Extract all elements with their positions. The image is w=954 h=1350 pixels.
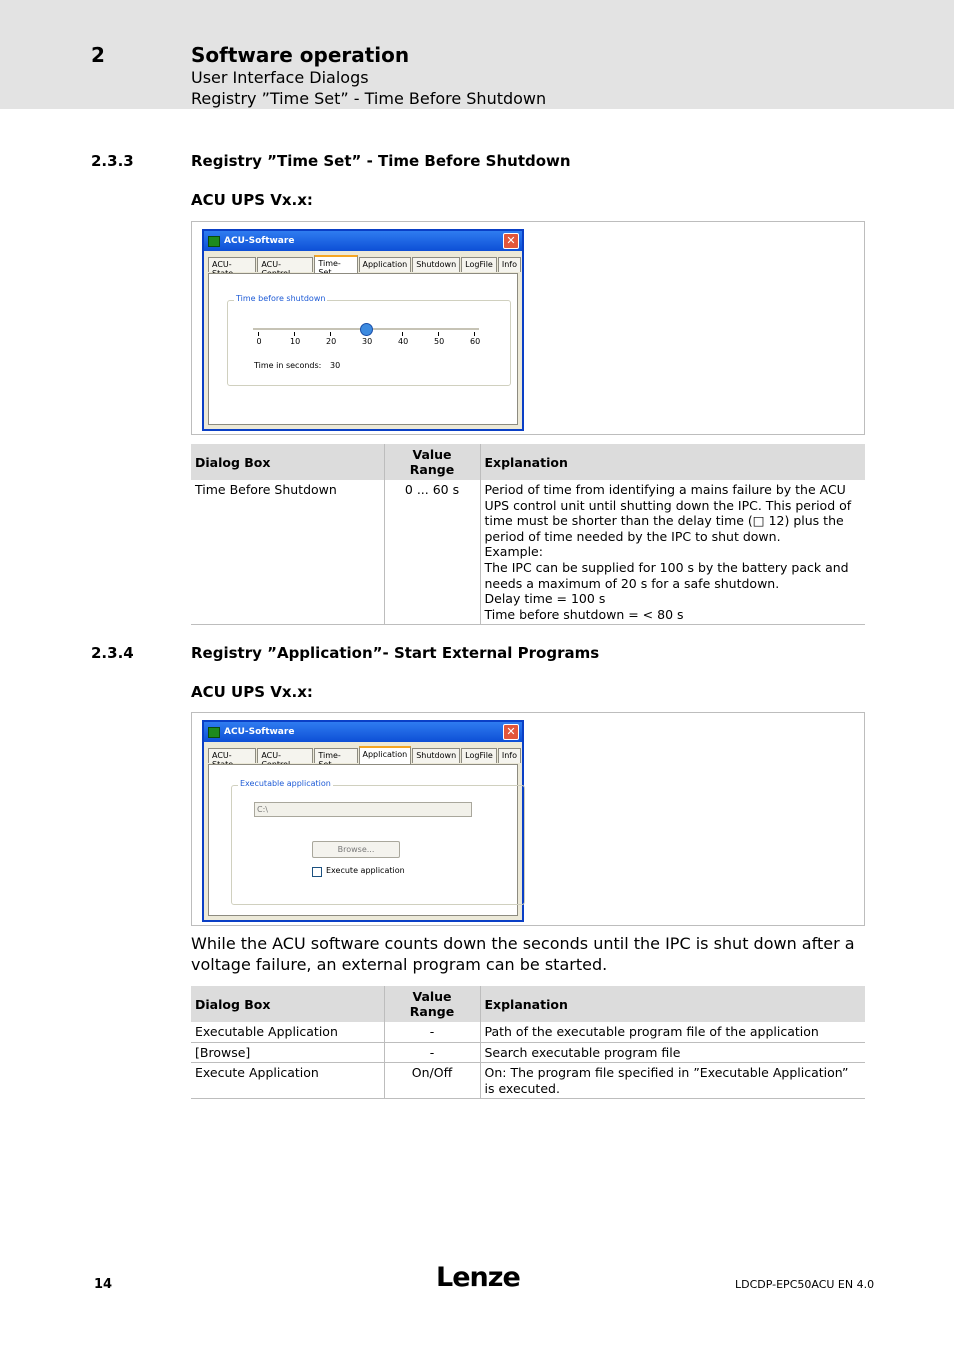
group-label-time: Time before shutdown — [236, 294, 326, 303]
explanation-line: The IPC can be supplied for 100 s by the battery pack and needs a maximum of 20 s for a safe shutdown. — [484, 559, 849, 591]
cell-value-range: On/Off — [384, 1063, 480, 1099]
time-before-shutdown-group — [227, 294, 511, 386]
tab-logfile[interactable]: LogFile — [461, 748, 497, 763]
col-explanation: Explanation — [480, 444, 865, 480]
slider-tick-label: 60 — [470, 337, 481, 346]
acu-software-window — [202, 720, 524, 922]
slider-tick-label: 20 — [326, 337, 337, 346]
acu-label-234: ACU UPS Vx.x: — [191, 683, 313, 701]
cell-dialog-box: Execute Application — [191, 1063, 384, 1099]
shutdown-time-slider[interactable] — [253, 323, 479, 347]
explanation-line: Delay time = 100 s — [484, 591, 606, 607]
app-icon — [208, 236, 220, 247]
table-row — [191, 1022, 865, 1042]
col-value-range: Value Range — [384, 444, 480, 480]
time-in-seconds-label: Time in seconds: — [254, 361, 322, 370]
tab-panel-time-set — [208, 273, 518, 425]
cell-explanation: On: The program file specified in ”Executable Application” is executed. — [480, 1063, 865, 1099]
section-title-234: Registry ”Application”- Start External Programs — [191, 644, 600, 662]
tab-bar — [204, 255, 522, 273]
section-title-233: Registry ”Time Set” - Time Before Shutdown — [191, 152, 571, 170]
tab-bar — [204, 746, 522, 764]
cell-dialog-box: Executable Application — [191, 1022, 384, 1042]
slider-tick — [330, 332, 331, 336]
group-label-executable: Executable application — [240, 779, 331, 788]
chapter-number: 2 — [91, 43, 105, 67]
slider-tick — [402, 332, 403, 336]
browse-button[interactable]: Browse... — [312, 841, 400, 858]
explanation-line: Time before shutdown = < 80 s — [484, 606, 684, 622]
tab-application[interactable]: Application — [359, 746, 412, 765]
slider-tick — [294, 332, 295, 336]
time-set-table — [191, 444, 865, 625]
col-value-range: Value Range — [384, 986, 480, 1022]
slider-tick-label: 0 — [256, 337, 262, 346]
executable-path-field[interactable]: C:\ — [254, 802, 472, 817]
screenshot-frame-application — [191, 712, 865, 926]
execute-application-label: Execute application — [326, 866, 405, 875]
tab-info[interactable]: Info — [498, 748, 521, 763]
tab-shutdown[interactable]: Shutdown — [412, 748, 460, 763]
header-subtitle-1: User Interface Dialogs — [191, 68, 369, 87]
application-paragraph: While the ACU software counts down the seconds until the IPC is shut down after a voltage failure, an external program can be started. — [191, 934, 855, 974]
tab-time-set[interactable]: Time- — [314, 255, 357, 274]
window-title: ACU-Software — [224, 236, 295, 246]
window-title: ACU-Software — [224, 727, 295, 737]
slider-tick-label: 50 — [434, 337, 445, 346]
cell-dialog-box: [Browse] — [191, 1042, 384, 1063]
cell-dialog-box: Time Before Shutdown — [191, 480, 384, 625]
slider-tick — [438, 332, 439, 336]
slider-tick-label: 30 — [362, 337, 373, 346]
screenshot-frame-timeset — [191, 221, 865, 435]
slider-tick — [258, 332, 259, 336]
execute-application-checkbox[interactable] — [312, 867, 322, 877]
slider-tick-label: 40 — [398, 337, 409, 346]
section-number-233: 2.3.3 — [91, 152, 134, 170]
header-subtitle-2: Registry ”Time Set” - Time Before Shutdown — [191, 89, 547, 108]
document-id: LDCDP-EPC50ACU EN 4.0 — [735, 1278, 875, 1291]
tab-panel-application — [208, 764, 518, 916]
cell-explanation — [480, 480, 865, 625]
cell-value-range: - — [384, 1042, 480, 1063]
table-row — [191, 1042, 865, 1063]
application-table — [191, 986, 865, 1099]
tab-acu-control[interactable]: ACU- — [257, 257, 313, 272]
section-number-234: 2.3.4 — [91, 644, 134, 662]
slider-tick — [474, 332, 475, 336]
tab-acu-state[interactable]: ACU- — [208, 748, 256, 763]
tab-acu-state[interactable]: ACU- — [208, 257, 256, 272]
executable-application-group — [231, 779, 525, 905]
col-explanation: Explanation — [480, 986, 865, 1022]
slider-thumb[interactable] — [360, 323, 373, 336]
table-header-row — [191, 986, 865, 1022]
time-in-seconds-value: 30 — [330, 361, 341, 370]
col-dialog-box: Dialog Box — [191, 444, 384, 480]
close-icon[interactable]: ✕ — [503, 724, 519, 740]
cell-value-range: - — [384, 1022, 480, 1042]
window-titlebar — [204, 722, 522, 742]
explanation-line: Period of time from identifying a mains failure by the ACU UPS control unit until shutting down the IPC. This period of time must be shorter than the delay time (□ 12) plus the period of time needed by the IPC to shut down. — [484, 482, 852, 544]
acu-software-window — [202, 229, 524, 431]
tab-shutdown[interactable]: Shutdown — [412, 257, 460, 272]
acu-label-233: ACU UPS Vx.x: — [191, 191, 313, 209]
lenze-logo: Lenze — [436, 1262, 520, 1293]
col-dialog-box: Dialog Box — [191, 986, 384, 1022]
page-number: 14 — [94, 1277, 113, 1292]
cell-explanation: Search executable program file — [480, 1042, 865, 1063]
app-icon — [208, 727, 220, 738]
table-row — [191, 1063, 865, 1099]
tab-info[interactable]: Info — [498, 257, 521, 272]
tab-time-set[interactable]: Time- — [314, 748, 357, 763]
table-row — [191, 480, 865, 625]
chapter-title: Software operation — [191, 43, 410, 67]
cell-explanation: Path of the executable program file of the application — [480, 1022, 865, 1042]
slider-tick-label: 10 — [290, 337, 301, 346]
tab-acu-control[interactable]: ACU- — [257, 748, 313, 763]
explanation-line: Example: — [484, 544, 543, 560]
tab-application[interactable]: Application — [359, 257, 412, 272]
cell-value-range: 0 ... 60 s — [384, 480, 480, 625]
tab-logfile[interactable]: LogFile — [461, 257, 497, 272]
close-icon[interactable]: ✕ — [503, 233, 519, 249]
table-header-row — [191, 444, 865, 480]
window-titlebar — [204, 231, 522, 251]
